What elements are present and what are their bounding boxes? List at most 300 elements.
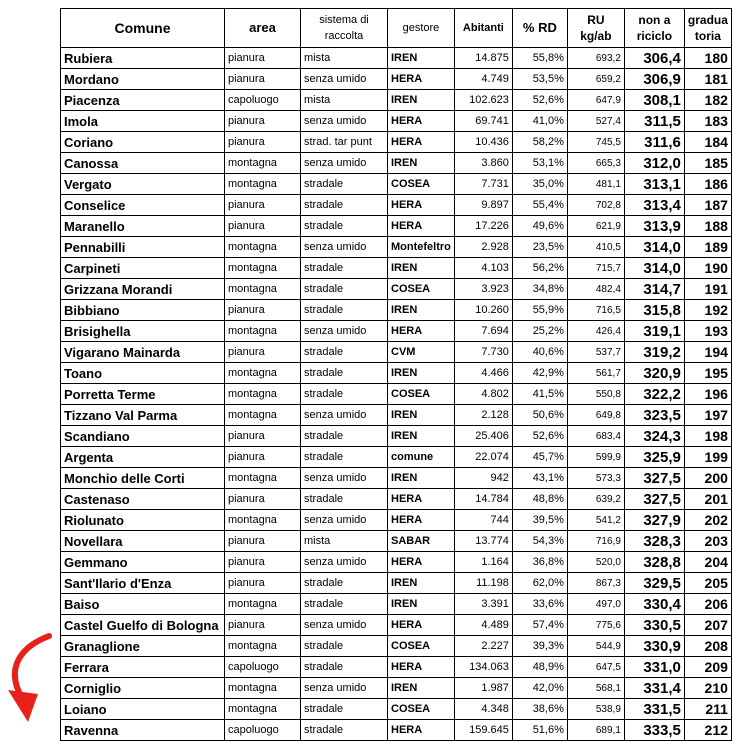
cell-area: pianura xyxy=(225,111,301,132)
cell-comune: Coriano xyxy=(61,132,225,153)
cell-comune: Granaglione xyxy=(61,636,225,657)
cell-ru: 693,2 xyxy=(567,48,624,69)
cell-area: montagna xyxy=(225,699,301,720)
cell-sistema: stradale xyxy=(301,636,388,657)
cell-gestore: IREN xyxy=(388,363,455,384)
cell-comune: Argenta xyxy=(61,447,225,468)
cell-comune: Gemmano xyxy=(61,552,225,573)
cell-rd: 50,6% xyxy=(512,405,567,426)
cell-comune: Mordano xyxy=(61,69,225,90)
cell-area: pianura xyxy=(225,69,301,90)
table-row xyxy=(61,174,732,195)
cell-comune: Ravenna xyxy=(61,720,225,741)
cell-grad: 188 xyxy=(684,216,731,237)
cell-area: pianura xyxy=(225,216,301,237)
cell-area: pianura xyxy=(225,531,301,552)
cell-area: pianura xyxy=(225,489,301,510)
cell-grad: 198 xyxy=(684,426,731,447)
table-row xyxy=(61,153,732,174)
cell-abitanti: 1.164 xyxy=(454,552,512,573)
cell-ru: 481,1 xyxy=(567,174,624,195)
cell-ru: 867,3 xyxy=(567,573,624,594)
cell-rd: 55,4% xyxy=(512,195,567,216)
cell-rd: 25,2% xyxy=(512,321,567,342)
cell-grad: 192 xyxy=(684,300,731,321)
cell-ru: 716,5 xyxy=(567,300,624,321)
cell-abitanti: 7.694 xyxy=(454,321,512,342)
cell-gestore: IREN xyxy=(388,48,455,69)
header-ru xyxy=(567,9,624,48)
cell-nr: 327,5 xyxy=(624,468,684,489)
cell-rd: 43,1% xyxy=(512,468,567,489)
cell-ru: 715,7 xyxy=(567,258,624,279)
cell-sistema: stradale xyxy=(301,573,388,594)
cell-gestore: HERA xyxy=(388,720,455,741)
table-row xyxy=(61,468,732,489)
cell-abitanti: 11.198 xyxy=(454,573,512,594)
cell-gestore: IREN xyxy=(388,405,455,426)
header-comune: Comune xyxy=(61,9,225,48)
cell-rd: 34,8% xyxy=(512,279,567,300)
cell-grad: 208 xyxy=(684,636,731,657)
cell-comune: Sant'Ilario d'Enza xyxy=(61,573,225,594)
cell-abitanti: 4.466 xyxy=(454,363,512,384)
cell-area: capoluogo xyxy=(225,657,301,678)
cell-rd: 40,6% xyxy=(512,342,567,363)
cell-abitanti: 9.897 xyxy=(454,195,512,216)
cell-comune: Rubiera xyxy=(61,48,225,69)
cell-grad: 209 xyxy=(684,657,731,678)
cell-comune: Imola xyxy=(61,111,225,132)
cell-grad: 187 xyxy=(684,195,731,216)
cell-ru: 520,0 xyxy=(567,552,624,573)
header-grad-line1: gradua xyxy=(687,13,728,27)
cell-comune: Loiano xyxy=(61,699,225,720)
cell-nr: 313,1 xyxy=(624,174,684,195)
cell-ru: 550,8 xyxy=(567,384,624,405)
cell-nr: 330,5 xyxy=(624,615,684,636)
cell-sistema: mista xyxy=(301,90,388,111)
cell-comune: Canossa xyxy=(61,153,225,174)
cell-gestore: IREN xyxy=(388,678,455,699)
cell-abitanti: 4.489 xyxy=(454,615,512,636)
cell-sistema: senza umido xyxy=(301,321,388,342)
table-row xyxy=(61,195,732,216)
cell-comune: Brisighella xyxy=(61,321,225,342)
cell-sistema: senza umido xyxy=(301,111,388,132)
cell-rd: 23,5% xyxy=(512,237,567,258)
cell-area: capoluogo xyxy=(225,90,301,111)
cell-nr: 308,1 xyxy=(624,90,684,111)
cell-abitanti: 14.784 xyxy=(454,489,512,510)
cell-ru: 497,0 xyxy=(567,594,624,615)
cell-area: montagna xyxy=(225,468,301,489)
cell-sistema: stradale xyxy=(301,216,388,237)
cell-area: montagna xyxy=(225,258,301,279)
cell-comune: Vigarano Mainarda xyxy=(61,342,225,363)
cell-area: pianura xyxy=(225,342,301,363)
table-row xyxy=(61,321,732,342)
cell-nr: 314,7 xyxy=(624,279,684,300)
cell-gestore: HERA xyxy=(388,552,455,573)
cell-ru: 568,1 xyxy=(567,678,624,699)
cell-sistema: stradale xyxy=(301,384,388,405)
cell-rd: 48,8% xyxy=(512,489,567,510)
cell-gestore: IREN xyxy=(388,90,455,111)
cell-ru: 544,9 xyxy=(567,636,624,657)
cell-comune: Tizzano Val Parma xyxy=(61,405,225,426)
table-row xyxy=(61,405,732,426)
cell-gestore: IREN xyxy=(388,153,455,174)
cell-grad: 202 xyxy=(684,510,731,531)
table-row xyxy=(61,531,732,552)
cell-nr: 320,9 xyxy=(624,363,684,384)
cell-abitanti: 4.802 xyxy=(454,384,512,405)
cell-ru: 482,4 xyxy=(567,279,624,300)
cell-abitanti: 69.741 xyxy=(454,111,512,132)
table-row xyxy=(61,720,732,741)
table-row xyxy=(61,48,732,69)
cell-ru: 527,4 xyxy=(567,111,624,132)
table-row xyxy=(61,678,732,699)
cell-nr: 333,5 xyxy=(624,720,684,741)
cell-abitanti: 3.923 xyxy=(454,279,512,300)
cell-gestore: IREN xyxy=(388,300,455,321)
header-grad-line2: toria xyxy=(694,29,721,43)
cell-abitanti: 4.749 xyxy=(454,69,512,90)
cell-rd: 54,3% xyxy=(512,531,567,552)
table-row xyxy=(61,636,732,657)
table-row xyxy=(61,132,732,153)
cell-nr: 313,4 xyxy=(624,195,684,216)
table-row xyxy=(61,342,732,363)
header-sistema-line1: sistema di xyxy=(319,14,369,26)
cell-grad: 195 xyxy=(684,363,731,384)
arrow-head xyxy=(8,690,38,722)
header-graduatoria xyxy=(684,9,731,48)
cell-comune: Porretta Terme xyxy=(61,384,225,405)
header-ru-line2: kg/ab xyxy=(580,29,612,43)
cell-ru: 538,9 xyxy=(567,699,624,720)
cell-sistema: senza umido xyxy=(301,678,388,699)
cell-abitanti: 4.348 xyxy=(454,699,512,720)
cell-ru: 639,2 xyxy=(567,489,624,510)
table-row xyxy=(61,594,732,615)
cell-ru: 541,2 xyxy=(567,510,624,531)
cell-comune: Monchio delle Corti xyxy=(61,468,225,489)
cell-rd: 55,8% xyxy=(512,48,567,69)
cell-abitanti: 22.074 xyxy=(454,447,512,468)
cell-abitanti: 4.103 xyxy=(454,258,512,279)
cell-nr: 306,9 xyxy=(624,69,684,90)
cell-area: pianura xyxy=(225,300,301,321)
cell-rd: 49,6% xyxy=(512,216,567,237)
cell-rd: 41,0% xyxy=(512,111,567,132)
cell-comune: Scandiano xyxy=(61,426,225,447)
cell-grad: 193 xyxy=(684,321,731,342)
cell-nr: 312,0 xyxy=(624,153,684,174)
table-row xyxy=(61,573,732,594)
cell-gestore: SABAR xyxy=(388,531,455,552)
cell-ru: 621,9 xyxy=(567,216,624,237)
cell-area: montagna xyxy=(225,384,301,405)
cell-rd: 55,9% xyxy=(512,300,567,321)
cell-rd: 39,5% xyxy=(512,510,567,531)
cell-area: pianura xyxy=(225,552,301,573)
cell-comune: Ferrara xyxy=(61,657,225,678)
cell-sistema: senza umido xyxy=(301,405,388,426)
cell-rd: 35,0% xyxy=(512,174,567,195)
header-sistema-line2: raccolta xyxy=(324,30,364,42)
cell-abitanti: 25.406 xyxy=(454,426,512,447)
cell-sistema: stradale xyxy=(301,258,388,279)
cell-abitanti: 3.860 xyxy=(454,153,512,174)
cell-sistema: stradale xyxy=(301,195,388,216)
cell-abitanti: 1.987 xyxy=(454,678,512,699)
header-row xyxy=(61,9,732,48)
cell-sistema: stradale xyxy=(301,279,388,300)
cell-rd: 48,9% xyxy=(512,657,567,678)
cell-rd: 41,5% xyxy=(512,384,567,405)
cell-sistema: stradale xyxy=(301,300,388,321)
cell-ru: 537,7 xyxy=(567,342,624,363)
table-row xyxy=(61,426,732,447)
cell-nr: 306,4 xyxy=(624,48,684,69)
cell-sistema: senza umido xyxy=(301,237,388,258)
cell-gestore: CVM xyxy=(388,342,455,363)
cell-comune: Castenaso xyxy=(61,489,225,510)
cell-nr: 324,3 xyxy=(624,426,684,447)
cell-rd: 42,9% xyxy=(512,363,567,384)
cell-gestore: HERA xyxy=(388,615,455,636)
arrow-shaft xyxy=(15,636,49,698)
cell-grad: 189 xyxy=(684,237,731,258)
header-area: area xyxy=(225,9,301,48)
cell-gestore: COSEA xyxy=(388,699,455,720)
cell-nr: 330,4 xyxy=(624,594,684,615)
table-row xyxy=(61,363,732,384)
cell-gestore: HERA xyxy=(388,657,455,678)
cell-comune: Corniglio xyxy=(61,678,225,699)
cell-gestore: HERA xyxy=(388,216,455,237)
cell-abitanti: 14.875 xyxy=(454,48,512,69)
cell-abitanti: 7.731 xyxy=(454,174,512,195)
cell-sistema: stradale xyxy=(301,342,388,363)
cell-rd: 36,8% xyxy=(512,552,567,573)
cell-gestore: IREN xyxy=(388,573,455,594)
cell-rd: 39,3% xyxy=(512,636,567,657)
cell-grad: 203 xyxy=(684,531,731,552)
cell-area: pianura xyxy=(225,615,301,636)
cell-comune: Novellara xyxy=(61,531,225,552)
cell-abitanti: 2.227 xyxy=(454,636,512,657)
cell-gestore: COSEA xyxy=(388,174,455,195)
cell-area: montagna xyxy=(225,678,301,699)
cell-abitanti: 102.623 xyxy=(454,90,512,111)
cell-nr: 328,3 xyxy=(624,531,684,552)
cell-sistema: stradale xyxy=(301,657,388,678)
cell-ru: 716,9 xyxy=(567,531,624,552)
cell-comune: Grizzana Morandi xyxy=(61,279,225,300)
cell-grad: 196 xyxy=(684,384,731,405)
cell-nr: 315,8 xyxy=(624,300,684,321)
cell-abitanti: 7.730 xyxy=(454,342,512,363)
cell-ru: 775,6 xyxy=(567,615,624,636)
cell-rd: 42,0% xyxy=(512,678,567,699)
cell-area: pianura xyxy=(225,132,301,153)
cell-nr: 313,9 xyxy=(624,216,684,237)
cell-area: montagna xyxy=(225,636,301,657)
cell-comune: Riolunato xyxy=(61,510,225,531)
cell-ru: 599,9 xyxy=(567,447,624,468)
cell-area: montagna xyxy=(225,405,301,426)
cell-grad: 199 xyxy=(684,447,731,468)
cell-ru: 647,9 xyxy=(567,90,624,111)
cell-abitanti: 134.063 xyxy=(454,657,512,678)
header-non-riciclo xyxy=(624,9,684,48)
cell-nr: 314,0 xyxy=(624,237,684,258)
cell-rd: 45,7% xyxy=(512,447,567,468)
cell-abitanti: 3.391 xyxy=(454,594,512,615)
cell-gestore: HERA xyxy=(388,321,455,342)
cell-nr: 319,1 xyxy=(624,321,684,342)
cell-sistema: stradale xyxy=(301,174,388,195)
cell-sistema: stradale xyxy=(301,720,388,741)
cell-grad: 201 xyxy=(684,489,731,510)
cell-area: pianura xyxy=(225,48,301,69)
cell-gestore: COSEA xyxy=(388,384,455,405)
cell-area: montagna xyxy=(225,594,301,615)
table-row xyxy=(61,300,732,321)
cell-gestore: HERA xyxy=(388,489,455,510)
cell-abitanti: 17.226 xyxy=(454,216,512,237)
cell-area: montagna xyxy=(225,153,301,174)
cell-grad: 191 xyxy=(684,279,731,300)
cell-comune: Baiso xyxy=(61,594,225,615)
cell-sistema: mista xyxy=(301,48,388,69)
cell-area: montagna xyxy=(225,237,301,258)
cell-rd: 53,1% xyxy=(512,153,567,174)
cell-grad: 206 xyxy=(684,594,731,615)
cell-ru: 745,5 xyxy=(567,132,624,153)
table-row xyxy=(61,90,732,111)
cell-nr: 311,5 xyxy=(624,111,684,132)
cell-comune: Carpineti xyxy=(61,258,225,279)
cell-comune: Vergato xyxy=(61,174,225,195)
cell-comune: Piacenza xyxy=(61,90,225,111)
table-row xyxy=(61,258,732,279)
cell-grad: 200 xyxy=(684,468,731,489)
header-rd: % RD xyxy=(512,9,567,48)
header-nr-line2: riciclo xyxy=(636,29,673,43)
cell-sistema: stradale xyxy=(301,447,388,468)
cell-sistema: stradale xyxy=(301,426,388,447)
table-row xyxy=(61,615,732,636)
cell-grad: 186 xyxy=(684,174,731,195)
cell-sistema: mista xyxy=(301,531,388,552)
cell-ru: 683,4 xyxy=(567,426,624,447)
cell-ru: 665,3 xyxy=(567,153,624,174)
cell-abitanti: 2.928 xyxy=(454,237,512,258)
cell-abitanti: 2.128 xyxy=(454,405,512,426)
cell-sistema: senza umido xyxy=(301,510,388,531)
cell-comune: Conselice xyxy=(61,195,225,216)
cell-area: pianura xyxy=(225,426,301,447)
table-row xyxy=(61,657,732,678)
cell-area: pianura xyxy=(225,195,301,216)
table-row xyxy=(61,489,732,510)
cell-area: montagna xyxy=(225,363,301,384)
cell-sistema: strad. tar punt xyxy=(301,132,388,153)
cell-area: montagna xyxy=(225,510,301,531)
cell-grad: 207 xyxy=(684,615,731,636)
table-row xyxy=(61,447,732,468)
cell-abitanti: 13.774 xyxy=(454,531,512,552)
cell-area: capoluogo xyxy=(225,720,301,741)
cell-grad: 204 xyxy=(684,552,731,573)
cell-rd: 57,4% xyxy=(512,615,567,636)
cell-grad: 197 xyxy=(684,405,731,426)
cell-nr: 327,9 xyxy=(624,510,684,531)
header-ru-line1: RU xyxy=(587,13,605,27)
cell-gestore: IREN xyxy=(388,426,455,447)
cell-rd: 56,2% xyxy=(512,258,567,279)
header-gestore: gestore xyxy=(388,9,455,48)
table-row xyxy=(61,216,732,237)
cell-sistema: senza umido xyxy=(301,552,388,573)
cell-grad: 210 xyxy=(684,678,731,699)
cell-comune: Maranello xyxy=(61,216,225,237)
cell-grad: 194 xyxy=(684,342,731,363)
cell-grad: 184 xyxy=(684,132,731,153)
table-body xyxy=(61,48,732,741)
cell-gestore: IREN xyxy=(388,258,455,279)
cell-nr: 323,5 xyxy=(624,405,684,426)
table-row xyxy=(61,699,732,720)
cell-gestore: COSEA xyxy=(388,636,455,657)
cell-gestore: HERA xyxy=(388,111,455,132)
cell-ru: 410,5 xyxy=(567,237,624,258)
cell-gestore: HERA xyxy=(388,69,455,90)
cell-area: montagna xyxy=(225,279,301,300)
cell-nr: 311,6 xyxy=(624,132,684,153)
cell-gestore: IREN xyxy=(388,594,455,615)
table-row xyxy=(61,510,732,531)
cell-gestore: Montefeltro xyxy=(388,237,455,258)
cell-nr: 331,5 xyxy=(624,699,684,720)
cell-ru: 573,3 xyxy=(567,468,624,489)
cell-gestore: IREN xyxy=(388,468,455,489)
ranking-table-container xyxy=(60,8,732,741)
cell-sistema: stradale xyxy=(301,594,388,615)
cell-grad: 205 xyxy=(684,573,731,594)
cell-ru: 561,7 xyxy=(567,363,624,384)
cell-grad: 182 xyxy=(684,90,731,111)
cell-rd: 62,0% xyxy=(512,573,567,594)
cell-gestore: comune xyxy=(388,447,455,468)
cell-nr: 325,9 xyxy=(624,447,684,468)
cell-gestore: HERA xyxy=(388,132,455,153)
cell-abitanti: 10.436 xyxy=(454,132,512,153)
cell-comune: Castel Guelfo di Bologna xyxy=(61,615,225,636)
table-row xyxy=(61,279,732,300)
cell-ru: 649,8 xyxy=(567,405,624,426)
cell-ru: 689,1 xyxy=(567,720,624,741)
cell-abitanti: 10.260 xyxy=(454,300,512,321)
table-row xyxy=(61,237,732,258)
cell-abitanti: 744 xyxy=(454,510,512,531)
table-row xyxy=(61,384,732,405)
